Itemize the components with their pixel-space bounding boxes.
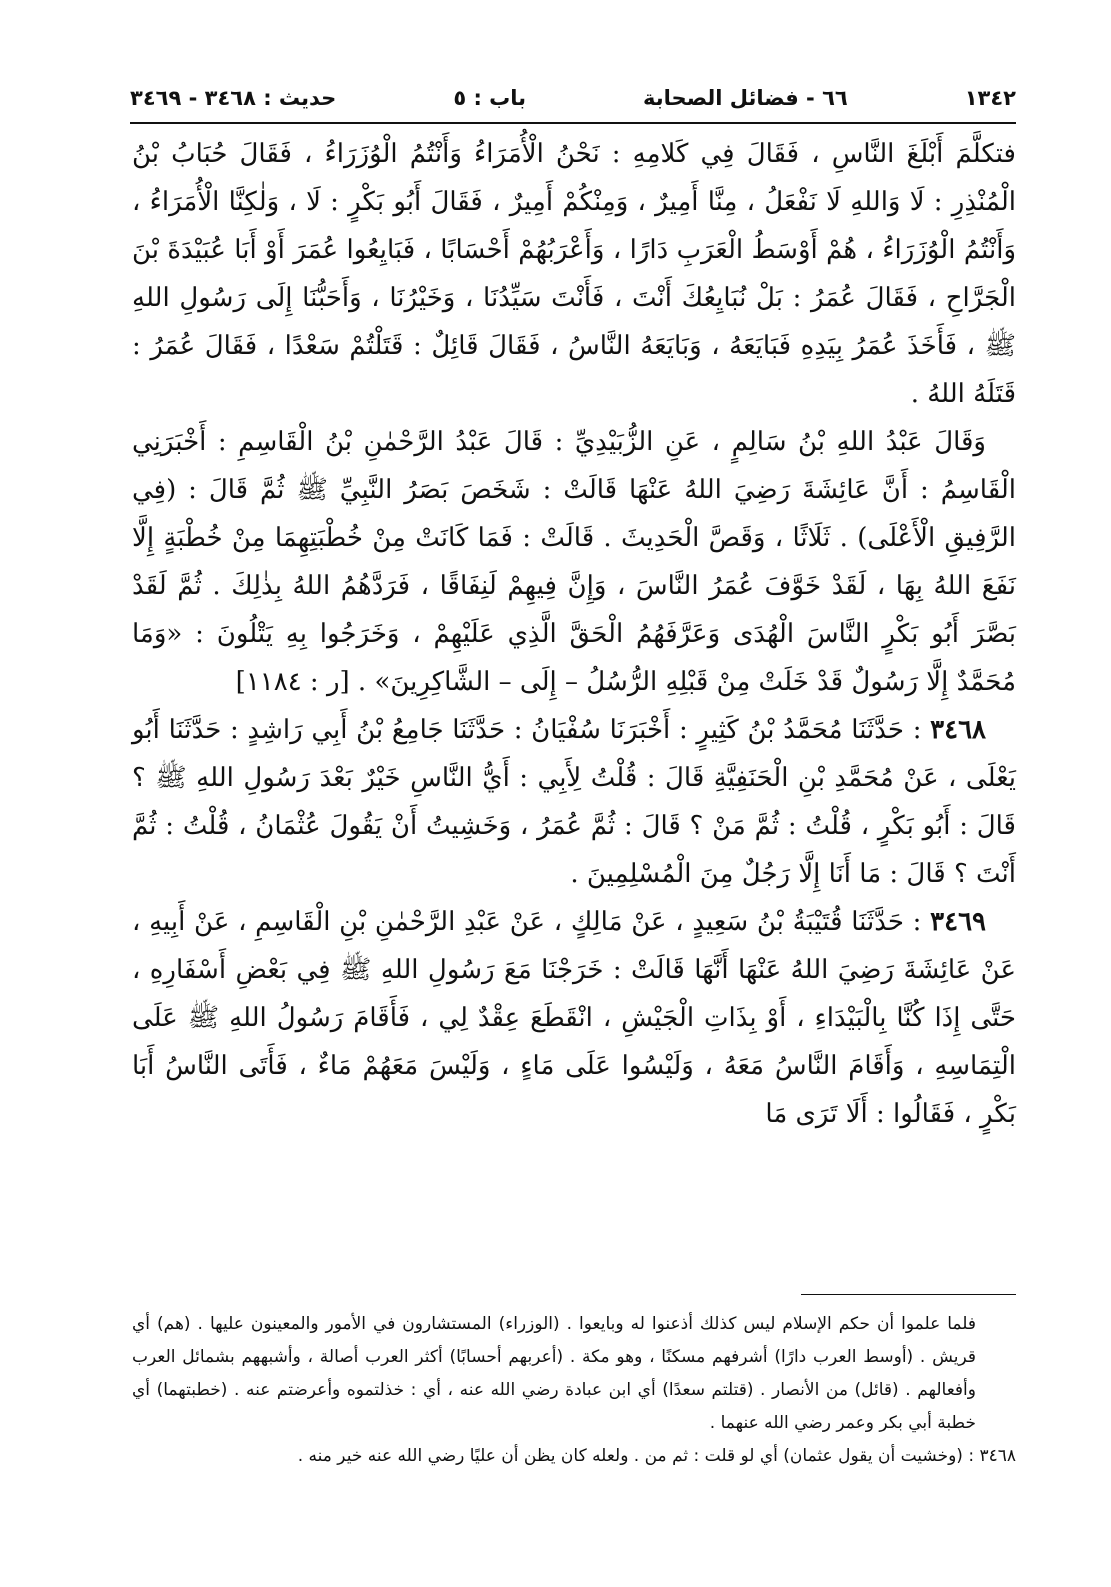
- footnote-divider: [801, 1294, 1016, 1295]
- hadith-number: ٣٤٦٩: [930, 907, 986, 937]
- footnote: [132, 1440, 1016, 1473]
- hadith-paragraph: [132, 706, 1016, 898]
- paragraph: [132, 130, 1016, 418]
- running-header: [130, 74, 1016, 124]
- hadith-number: ٣٤٦٨: [930, 715, 986, 745]
- hadith-paragraph: [132, 898, 1016, 1138]
- paragraph-text: : حَدَّثَنَا قُتَيْبَةُ بْنُ سَعِيدٍ ، عَنْ مَالِكٍ ، عَنْ عَبْدِ الرَّحْمٰنِ بْنِ الْقَاسِمِ ، عَنْ أَبِيهِ ، عَنْ عَائِشَةَ رَضِيَ اللهُ عَنْهَا أَنَّهَا قَالَتْ : خَرَجْنَا مَعَ رَسُولِ اللهِ ﷺ فِي بَعْضِ أَسْفَارِهِ ، حَتَّى إِذَا كُنَّا بِالْبَيْدَاءِ ، أَوْ بِذَاتِ الْجَيْشِ ، انْقَطَعَ عِقْدٌ لِي ، فَأَقَامَ رَسُولُ اللهِ ﷺ عَلَى الْتِمَاسِهِ ، وَأَقَامَ النَّاسُ مَعَهُ ، وَلَيْسُوا عَلَى مَاءٍ ، وَلَيْسَ مَعَهُمْ مَاءٌ ، فَأَتَى النَّاسُ أَبَا بَكْرٍ ، فَقَالُوا : أَلَا تَرَى مَا: [132, 907, 1016, 1129]
- paragraph: [132, 418, 1016, 706]
- chapter-label: باب : ٥: [453, 86, 527, 110]
- page-number: ١٣٤٢: [964, 86, 1016, 110]
- footnote-number: ٣٤٦٨: [979, 1446, 1016, 1466]
- main-text: [132, 130, 1016, 1138]
- footnote-text: : (وخشيت أن يقول عثمان) أي لو قلت : ثم من . ولعله كان يظن أن عليًا رضي الله عنه خير منه .: [297, 1446, 975, 1466]
- paragraph-text: : حَدَّثَنَا مُحَمَّدُ بْنُ كَثِيرٍ : أَخْبَرَنَا سُفْيَانُ : حَدَّثَنَا جَامِعُ بْنُ أَبِي رَاشِدٍ : حَدَّثَنَا أَبُو يَعْلَى ، عَنْ مُحَمَّدِ بْنِ الْحَنَفِيَّةِ قَالَ : قُلْتُ لِأَبِي : أَيُّ النَّاسِ خَيْرٌ بَعْدَ رَسُولِ اللهِ ﷺ ؟ قَالَ : أَبُو بَكْرٍ ، قُلْتُ : ثُمَّ مَنْ ؟ قَالَ : ثُمَّ عُمَرُ ، وَخَشِيتُ أَنْ يَقُولَ عُثْمَانُ ، قُلْتُ : ثُمَّ أَنْتَ ؟ قَالَ : مَا أَنَا إِلَّا رَجُلٌ مِنَ الْمُسْلِمِينَ .: [132, 715, 1016, 889]
- footnote: [132, 1308, 1016, 1440]
- hadith-range: حديث : ٣٤٦٨ - ٣٤٦٩: [130, 86, 337, 110]
- book-title: ٦٦ - فضائل الصحابة: [643, 86, 848, 110]
- paragraph-text: وَقَالَ عَبْدُ اللهِ بْنُ سَالِمٍ ، عَنِ الزُّبَيْدِيِّ : قَالَ عَبْدُ الرَّحْمٰنِ بْنُ الْقَاسِمِ : أَخْبَرَنِي الْقَاسِمُ : أَنَّ عَائِشَةَ رَضِيَ اللهُ عَنْهَا قَالَتْ : شَخَصَ بَصَرُ النَّبِيِّ ﷺ ثُمَّ قَالَ : (فِي الرَّفِيقِ الْأَعْلَى) . ثَلَاثًا ، وَقَصَّ الْحَدِيثَ . قَالَتْ : فَمَا كَانَتْ مِنْ خُطْبَتِهِمَا مِنْ خُطْبَةٍ إِلَّا نَفَعَ اللهُ بِهَا ، لَقَدْ خَوَّفَ عُمَرُ النَّاسَ ، وَإِنَّ فِيهِمْ لَنِفَاقًا ، فَرَدَّهُمُ اللهُ بِذٰلِكَ . ثُمَّ لَقَدْ بَصَّرَ أَبُو بَكْرٍ النَّاسَ الْهُدَى وَعَرَّفَهُمُ الْحَقَّ الَّذِي عَلَيْهِمْ ، وَخَرَجُوا بِهِ يَتْلُونَ : «وَمَا مُحَمَّدٌ إِلَّا رَسُولٌ قَدْ خَلَتْ مِنْ قَبْلِهِ الرُّسُلُ – إِلَى – الشَّاكِرِينَ» . [ر : ١١٨٤]: [132, 427, 1016, 697]
- paragraph-text: فتكلَّمَ أَبْلَغَ النَّاسِ ، فَقَالَ فِي كَلامِهِ : نَحْنُ الْأُمَرَاءُ وَأَنْتُمُ الْوُزَرَاءُ ، فَقَالَ حُبَابُ بْنُ الْمُنْذِرِ : لَا وَاللهِ لَا نَفْعَلُ ، مِنَّا أَمِيرٌ ، وَمِنْكُمْ أَمِيرٌ ، فَقَالَ أَبُو بَكْرٍ : لَا ، وَلٰكِنَّا الْأُمَرَاءُ ، وَأَنْتُمُ الْوُزَرَاءُ ، هُمْ أَوْسَطُ الْعَرَبِ دَارًا ، وَأَعْرَبُهُمْ أَحْسَابًا ، فَبَايِعُوا عُمَرَ أَوْ أَبَا عُبَيْدَةَ بْنَ الْجَرَّاحِ ، فَقَالَ عُمَرُ : بَلْ نُبَايِعُكَ أَنْتَ ، فَأَنْتَ سَيِّدُنَا ، وَخَيْرُنَا ، وَأَحَبُّنَا إِلَى رَسُولِ اللهِ ﷺ ، فَأَخَذَ عُمَرُ بِيَدِهِ فَبَايَعَهُ ، وَبَايَعَهُ النَّاسُ ، فَقَالَ قَائِلٌ : قَتَلْتُمْ سَعْدًا ، فَقَالَ عُمَرُ : قَتَلَهُ اللهُ .: [132, 139, 1016, 409]
- footnotes: [132, 1308, 1016, 1473]
- footnote-text: فلما علموا أن حكم الإسلام ليس كذلك أذعنوا له وبايعوا . (الوزراء) المستشارون في الأمور والمعينون عليها . (هم) أي قريش . (أوسط العرب دارًا) أشرفهم مسكنًا ، وهو مكة . (أعربهم أحسابًا) أكثر العرب أصالة ، وأشبههم بشمائل العرب وأفعالهم . (قائل) من الأنصار . (قتلتم سعدًا) أي ابن عبادة رضي الله عنه ، أي : خذلتموه وأعرضتم عنه . (خطبتهما) أي خطبة أبي بكر وعمر رضي الله عنهما .: [132, 1314, 976, 1433]
